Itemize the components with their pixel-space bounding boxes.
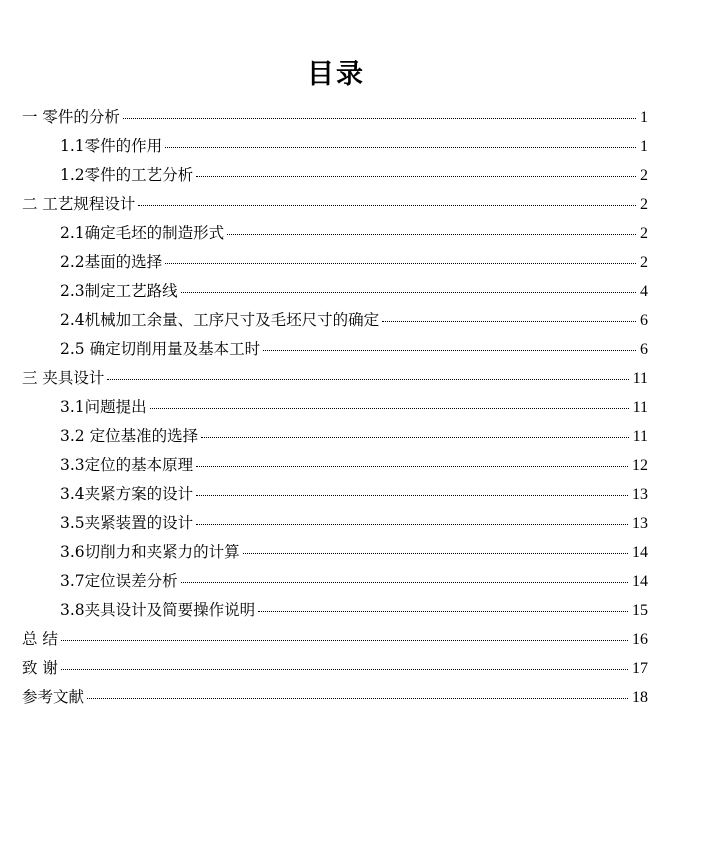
toc-entry-label: 3.5夹紧装置的设计 [60, 514, 194, 532]
toc-leader-dots [196, 176, 636, 177]
toc-leader-dots [201, 437, 629, 438]
toc-entry-label: 3.2 定位基准的选择 [60, 427, 199, 445]
toc-entry-page: 16 [632, 631, 648, 648]
toc-entry-label: 一 零件的分析 [22, 108, 120, 126]
toc-entry-label: 2.3制定工艺路线 [60, 282, 178, 300]
toc-entry[interactable] [60, 278, 648, 304]
toc-entry[interactable] [60, 162, 648, 188]
toc-leader-dots [123, 118, 636, 119]
toc-entry-label: 3.8夹具设计及简要操作说明 [60, 601, 256, 619]
toc-entry-page: 6 [640, 341, 648, 358]
toc-entry-label: 1.2零件的工艺分析 [60, 166, 194, 184]
toc-leader-dots [87, 698, 628, 699]
toc-entry[interactable] [60, 597, 648, 623]
toc-entry[interactable] [60, 481, 648, 507]
toc-leader-dots [181, 582, 628, 583]
toc-entry[interactable] [60, 307, 648, 333]
toc-entry-label: 3.3定位的基本原理 [60, 456, 194, 474]
toc-leader-dots [227, 234, 636, 235]
toc-entry-label: 3.4夹紧方案的设计 [60, 485, 194, 503]
toc-entry-page: 18 [632, 689, 648, 706]
toc-entry-page: 4 [640, 283, 648, 300]
toc-entry-page: 17 [632, 660, 648, 677]
toc-entry-page: 2 [640, 196, 648, 213]
toc-entry-page: 2 [640, 254, 648, 271]
toc-entry[interactable] [60, 423, 648, 449]
toc-entry-page: 12 [632, 457, 648, 474]
toc-leader-dots [107, 379, 628, 380]
toc-entry[interactable] [60, 133, 648, 159]
toc-entry[interactable] [60, 220, 648, 246]
toc-entry-page: 2 [640, 167, 648, 184]
toc-entry[interactable] [22, 626, 648, 652]
toc-entry-page: 11 [632, 399, 648, 416]
toc-leader-dots [382, 321, 636, 322]
toc-entry-label: 参考文献 [22, 688, 85, 706]
toc-leader-dots [181, 292, 636, 293]
toc-entry-label: 二 工艺规程设计 [22, 195, 136, 213]
toc-entry-label: 总 结 [22, 630, 58, 648]
toc-entry-page: 14 [632, 544, 648, 561]
toc-entry-label: 3.7定位误差分析 [60, 572, 178, 590]
toc-entry-page: 6 [640, 312, 648, 329]
toc-entry-label: 2.5 确定切削用量及基本工时 [60, 340, 261, 358]
toc-entry[interactable] [22, 655, 648, 681]
toc-leader-dots [165, 263, 636, 264]
toc-leader-dots [243, 553, 628, 554]
toc-entry-page: 11 [632, 370, 648, 387]
toc-leader-dots [196, 495, 628, 496]
toc-entry-label: 3.1问题提出 [60, 398, 147, 416]
toc-leader-dots [196, 524, 628, 525]
page-title: 目录 [307, 59, 365, 90]
toc-entry[interactable] [60, 452, 648, 478]
toc-entry-label: 2.1确定毛坯的制造形式 [60, 224, 225, 242]
toc-entry-label: 3.6切削力和夹紧力的计算 [60, 543, 240, 561]
toc-entry[interactable] [60, 568, 648, 594]
toc-entry[interactable] [22, 684, 648, 710]
toc-leader-dots [263, 350, 636, 351]
toc-entry[interactable] [22, 365, 648, 391]
toc-entry-page: 15 [632, 602, 648, 619]
toc-entry-page: 1 [640, 109, 648, 126]
toc-entry-label: 2.4机械加工余量、工序尺寸及毛坯尺寸的确定 [60, 311, 380, 329]
toc-leader-dots [165, 147, 636, 148]
toc-entry-label: 致 谢 [22, 659, 58, 677]
toc-entry-label: 2.2基面的选择 [60, 253, 163, 271]
toc-entry[interactable] [60, 336, 648, 362]
toc-entry-page: 2 [640, 225, 648, 242]
toc-leader-dots [196, 466, 628, 467]
toc-entry-page: 11 [632, 428, 648, 445]
toc-entry-label: 1.1零件的作用 [60, 137, 163, 155]
toc-entry-page: 14 [632, 573, 648, 590]
toc-entry[interactable] [60, 249, 648, 275]
toc-leader-dots [138, 205, 636, 206]
toc-leader-dots [150, 408, 629, 409]
toc-entry[interactable] [60, 394, 648, 420]
toc-entry[interactable] [22, 191, 648, 217]
toc-entry-page: 13 [632, 486, 648, 503]
toc-leader-dots [61, 669, 628, 670]
toc-leader-dots [258, 611, 628, 612]
toc-entry-page: 1 [640, 138, 648, 155]
toc-entry[interactable] [22, 104, 648, 130]
toc-entry[interactable] [60, 539, 648, 565]
toc-leader-dots [61, 640, 628, 641]
toc-entry-label: 三 夹具设计 [22, 369, 105, 387]
toc-entry-page: 13 [632, 515, 648, 532]
toc-entry[interactable] [60, 510, 648, 536]
